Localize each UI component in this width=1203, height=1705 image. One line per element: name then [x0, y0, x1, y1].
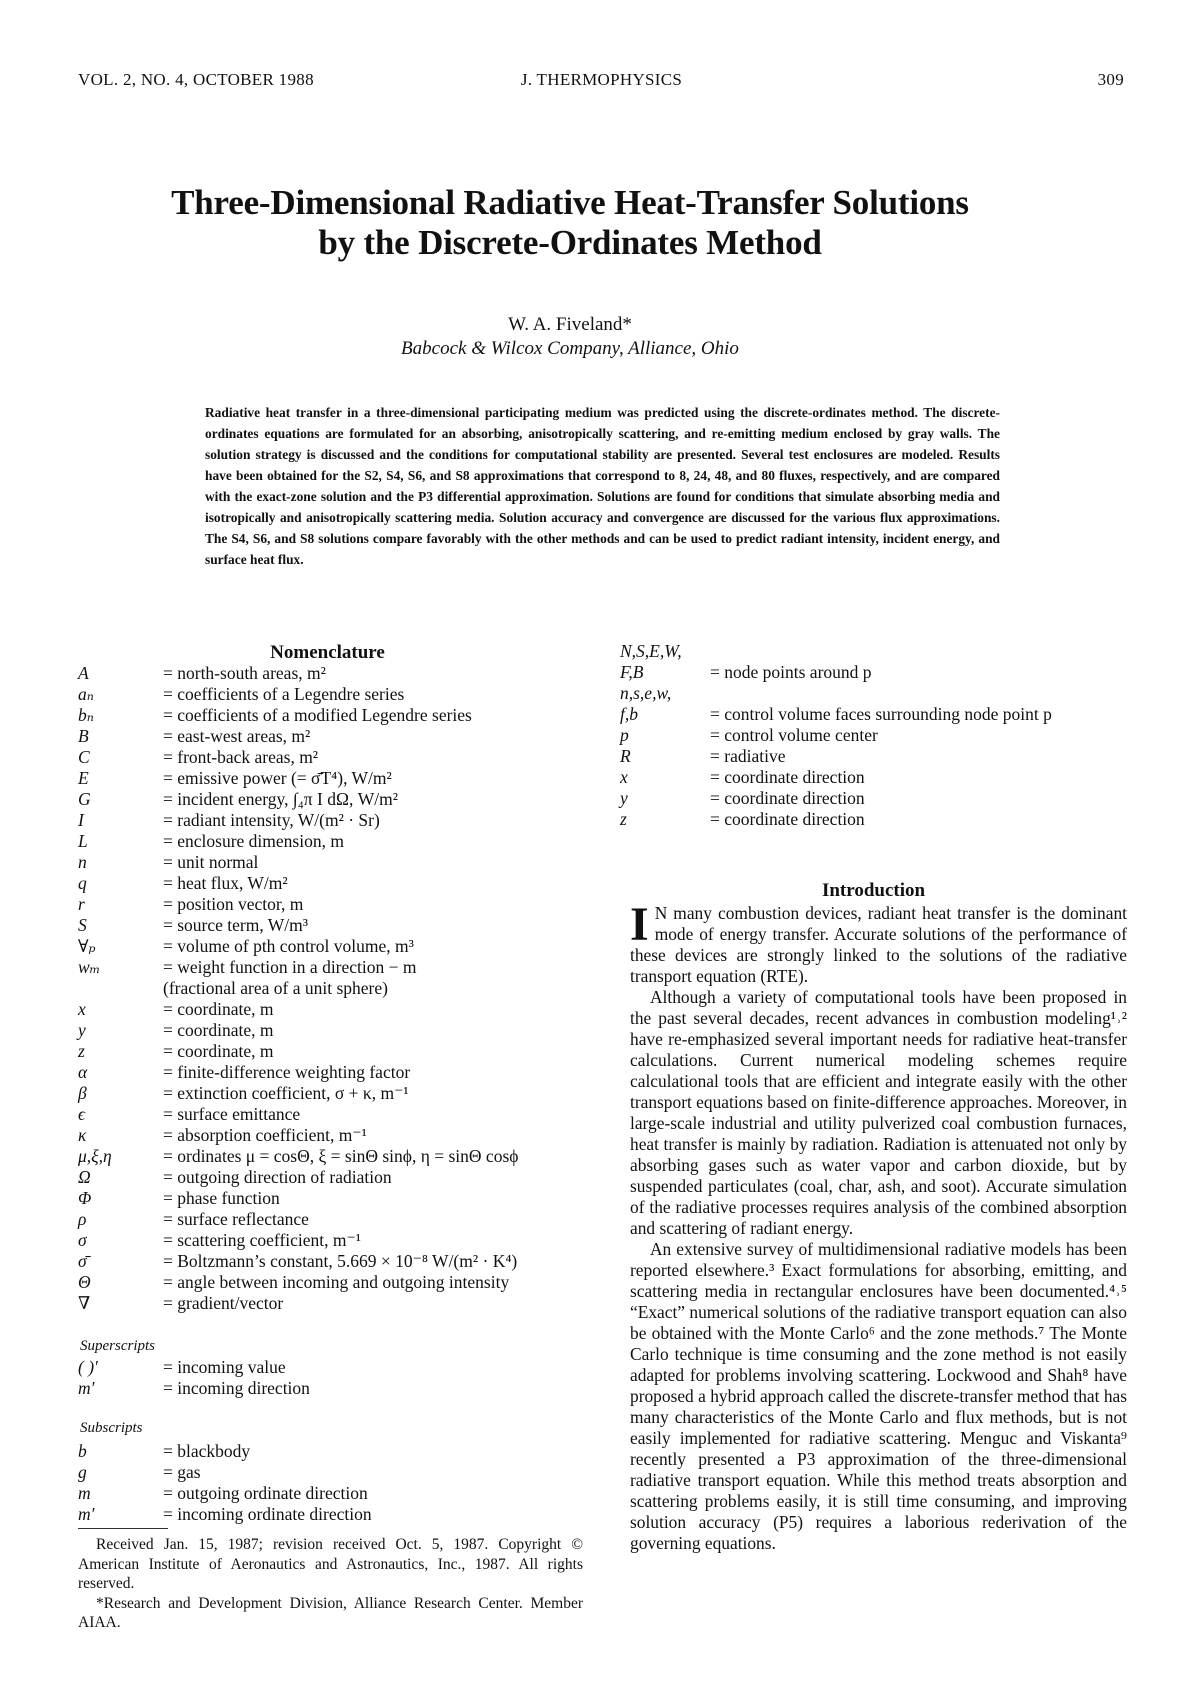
nomenclature-row — [620, 725, 1052, 746]
nomenclature-definition: = outgoing ordinate direction — [163, 1483, 368, 1503]
nomenclature-row — [78, 1062, 518, 1083]
nomenclature-row — [78, 1167, 518, 1188]
nomenclature-definition: = volume of pth control volume, m³ — [163, 936, 414, 956]
nomenclature-symbol: y — [620, 788, 628, 808]
drop-cap: I — [630, 898, 649, 951]
nomenclature-list-continued — [620, 641, 1052, 830]
nomenclature-symbol: q — [78, 873, 87, 893]
nomenclature-definition: = unit normal — [163, 852, 259, 872]
nomenclature-symbol: σ — [78, 1230, 87, 1250]
nomenclature-definition: = coordinate direction — [710, 788, 865, 808]
nomenclature-row — [78, 726, 518, 747]
page-number: 309 — [1097, 70, 1124, 89]
nomenclature-row — [78, 747, 518, 768]
nomenclature-definition: (fractional area of a unit sphere) — [163, 978, 388, 998]
nomenclature-definition: = scattering coefficient, m⁻¹ — [163, 1230, 361, 1250]
nomenclature-definition: = coefficients of a modified Legendre series — [163, 705, 472, 725]
nomenclature-symbol: N,S,E,W, — [620, 641, 682, 661]
journal-volume-info: VOL. 2, NO. 4, OCTOBER 1988 — [78, 70, 314, 89]
nomenclature-symbol: g — [78, 1462, 87, 1482]
nomenclature-row — [78, 831, 518, 852]
nomenclature-symbol: bₙ — [78, 705, 94, 725]
nomenclature-definition: = phase function — [163, 1188, 280, 1208]
nomenclature-definition: = gradient/vector — [163, 1293, 284, 1313]
author: W. A. Fiveland* — [508, 314, 632, 335]
nomenclature-row — [78, 1462, 372, 1483]
nomenclature-row — [620, 788, 1052, 809]
nomenclature-definition: = coefficients of a Legendre series — [163, 684, 405, 704]
nomenclature-row — [78, 663, 518, 684]
nomenclature-definition: = source term, W/m³ — [163, 915, 309, 935]
nomenclature-definition: = surface emittance — [163, 1104, 301, 1124]
nomenclature-definition: = incoming value — [163, 1357, 286, 1377]
paper-title — [0, 183, 1140, 263]
nomenclature-row — [78, 1125, 518, 1146]
nomenclature-definition: = Boltzmann’s constant, 5.669 × 10⁻⁸ W/(m² · K⁴) — [163, 1251, 518, 1271]
nomenclature-definition: = coordinate, m — [163, 1041, 274, 1061]
nomenclature-definition: = coordinate direction — [710, 767, 865, 787]
nomenclature-symbol: E — [78, 768, 89, 788]
nomenclature-symbol: C — [78, 747, 90, 767]
nomenclature-row — [620, 767, 1052, 788]
nomenclature-definition: = incoming direction — [163, 1378, 310, 1398]
nomenclature-symbol: m′ — [78, 1378, 95, 1398]
nomenclature-definition: = coordinate, m — [163, 999, 274, 1019]
nomenclature-row — [78, 789, 518, 810]
nomenclature-symbol: ρ — [78, 1209, 87, 1229]
nomenclature-symbol: ϵ — [78, 1104, 86, 1124]
nomenclature-row — [78, 957, 518, 978]
nomenclature-row — [78, 1378, 310, 1399]
nomenclature-symbol: m — [78, 1483, 91, 1503]
nomenclature-symbol: ∀ₚ — [78, 936, 96, 956]
subscripts-list — [78, 1441, 372, 1525]
nomenclature-symbol: y — [78, 1020, 86, 1040]
nomenclature-symbol: Ω — [78, 1167, 91, 1187]
nomenclature-definition: = position vector, m — [163, 894, 304, 914]
nomenclature-symbol: L — [78, 831, 88, 851]
abstract: Radiative heat transfer in a three-dimensional participating medium was predicted using the discrete-ordinates method. The discrete-ordinates equations are formulated for an absorbing, anisotropically scattering, and re-emitting medium enclosed by gray walls. The solution strategy is discussed and the conditions for computational stability are presented. Several test enclosures are modeled. Results have been obtained for the S2, S4, S6, and S8 approximations that correspond to 8, 24, 48, and 80 fluxes, respectively, and are compared with the exact-zone solution and the P3 differential approximation. Solutions are found for conditions that simulate absorbing media and isotropically and anisotropically scattering media. Solution accuracy and convergence are discussed for the various flux approximations. The S4, S6, and S8 solutions compare favorably with the other methods and can be used to predict radiant intensity, incident energy, and surface heat flux. — [205, 405, 1000, 567]
journal-name: J. THERMOPHYSICS — [520, 70, 683, 89]
nomenclature-symbol: ( )′ — [78, 1357, 98, 1377]
nomenclature-symbol: Θ — [78, 1272, 91, 1292]
nomenclature-symbol: r — [78, 894, 85, 914]
paper-title-line-1: Three-Dimensional Radiative Heat-Transfer Solutions — [171, 183, 969, 222]
intro-paragraph-text: N many combustion devices, radiant heat transfer is the dominant mode of energy transfer. Accurate solutions of the performance of these devices are strongly linked to the solutions of the radiative transport equation (RTE). — [630, 903, 1127, 986]
nomenclature-row — [78, 684, 518, 705]
nomenclature-symbol: μ,ξ,η — [78, 1146, 112, 1166]
nomenclature-symbol: ∇ — [78, 1293, 91, 1313]
nomenclature-symbol: z — [78, 1041, 85, 1061]
nomenclature-definition: = node points around p — [710, 662, 872, 682]
nomenclature-row — [78, 978, 518, 999]
nomenclature-row — [78, 999, 518, 1020]
nomenclature-symbol: σ̄ — [78, 1251, 87, 1271]
nomenclature-row — [78, 873, 518, 894]
nomenclature-definition: = angle between incoming and outgoing intensity — [163, 1272, 510, 1292]
nomenclature-symbol: n,s,e,w, — [620, 683, 672, 703]
nomenclature-definition: = coordinate, m — [163, 1020, 274, 1040]
intro-paragraph: Although a variety of computational tools have been proposed in the past several decades, recent advances in combustion modeling¹˒² have re-emphasized several important needs for radiative heat-transfer calculations. Current numerical modeling schemes require calculational tools that are efficient and integrate easily with the other transport equations based on finite-difference approaches. Moreover, in large-scale industrial and utility pulverized coal combustion furnaces, heat transfer is mainly by radiation. Radiation is attenuated not only by absorbing gases such as water vapor and carbon dioxide, but by suspended particulates (coal, char, ash, and soot). Accurate simulation of the radiative processes requires analysis of the combined absorption and scattering of radiant energy. — [630, 987, 1127, 1238]
nomenclature-row — [78, 1041, 518, 1062]
nomenclature-definition: = radiative — [710, 746, 786, 766]
affiliation: Babcock & Wilcox Company, Alliance, Ohio — [401, 338, 739, 359]
nomenclature-symbol: b — [78, 1441, 87, 1461]
nomenclature-definition: = surface reflectance — [163, 1209, 309, 1229]
nomenclature-row — [78, 1251, 518, 1272]
nomenclature-row — [620, 641, 1052, 662]
nomenclature-symbol: β — [78, 1083, 87, 1103]
nomenclature-symbol: m′ — [78, 1504, 95, 1524]
nomenclature-symbol: κ — [78, 1125, 87, 1145]
nomenclature-definition: = weight function in a direction − m — [163, 957, 417, 977]
subscripts-title: Subscripts — [80, 1420, 143, 1436]
nomenclature-symbol: wₘ — [78, 957, 101, 977]
nomenclature-definition: = heat flux, W/m² — [163, 873, 288, 893]
nomenclature-row — [78, 1146, 518, 1167]
nomenclature-symbol: n — [78, 852, 87, 872]
nomenclature-row — [78, 852, 518, 873]
nomenclature-symbol: A — [78, 663, 89, 683]
nomenclature-definition: = gas — [163, 1462, 201, 1482]
nomenclature-row — [78, 1441, 372, 1462]
nomenclature-row — [620, 662, 1052, 683]
nomenclature-list — [78, 663, 518, 1314]
nomenclature-definition: = east-west areas, m² — [163, 726, 311, 746]
nomenclature-title: Nomenclature — [270, 642, 385, 663]
nomenclature-definition: = north-south areas, m² — [163, 663, 326, 683]
nomenclature-definition: = enclosure dimension, m — [163, 831, 344, 851]
nomenclature-row — [78, 915, 518, 936]
nomenclature-symbol: S — [78, 915, 87, 935]
nomenclature-definition: = finite-difference weighting factor — [163, 1062, 411, 1082]
footnotes — [78, 1535, 583, 1633]
nomenclature-symbol: G — [78, 789, 91, 809]
nomenclature-definition: = extinction coefficient, σ + κ, m⁻¹ — [163, 1083, 409, 1103]
nomenclature-definition: = incident energy, ∫₄π I dΩ, W/m² — [163, 789, 398, 809]
nomenclature-symbol: x — [620, 767, 628, 787]
nomenclature-row — [78, 1483, 372, 1504]
nomenclature-symbol: Φ — [78, 1188, 92, 1208]
nomenclature-row — [620, 746, 1052, 767]
nomenclature-symbol: α — [78, 1062, 88, 1082]
nomenclature-row — [78, 1504, 372, 1525]
introduction-title: Introduction — [821, 880, 926, 901]
nomenclature-symbol: I — [78, 810, 84, 830]
nomenclature-row — [78, 1188, 518, 1209]
nomenclature-definition: = incoming ordinate direction — [163, 1504, 372, 1524]
nomenclature-row — [78, 1083, 518, 1104]
nomenclature-symbol: p — [620, 725, 629, 745]
nomenclature-symbol: aₙ — [78, 684, 94, 704]
nomenclature-row — [78, 936, 518, 957]
footnote-divider — [78, 1528, 168, 1529]
superscripts-list — [78, 1357, 310, 1399]
nomenclature-definition: = absorption coefficient, m⁻¹ — [163, 1125, 367, 1145]
nomenclature-symbol: F,B — [620, 662, 644, 682]
nomenclature-symbol: f,b — [620, 704, 638, 724]
superscripts-title: Superscripts — [80, 1338, 155, 1354]
nomenclature-definition: = coordinate direction — [710, 809, 865, 829]
nomenclature-row — [78, 1209, 518, 1230]
nomenclature-row — [78, 894, 518, 915]
nomenclature-row — [620, 683, 1052, 704]
nomenclature-row — [78, 810, 518, 831]
nomenclature-symbol: B — [78, 726, 89, 746]
nomenclature-row — [78, 705, 518, 726]
nomenclature-symbol: z — [620, 809, 627, 829]
nomenclature-row — [78, 1020, 518, 1041]
footnote-author: *Research and Development Division, Alliance Research Center. Member AIAA. — [78, 1594, 583, 1631]
nomenclature-definition: = blackbody — [163, 1441, 251, 1461]
nomenclature-row — [78, 1293, 518, 1314]
intro-paragraph: An extensive survey of multidimensional radiative models has been reported elsewhere.³ Exact formulations for absorbing, emitting, and scattering media in rectangular enclosures have been documented.⁴˒⁵ “Exact” numerical solutions of the radiative transport equation can also be obtained with the Monte Carlo⁶ and the zone methods.⁷ The Monte Carlo technique is time consuming and the zone method is not easily adapted for problems involving scattering. Lockwood and Shah⁸ have proposed a hybrid approach called the discrete-transfer method that has many characteristics of the Monte Carlo and flux methods, but is not easily implemented for radiative scattering. Menguc and Viskanta⁹ recently presented a P3 approximation of the three-dimensional radiative transport equation. While this method treats absorption and scattering problems easily, it is still time consuming, and improving solution accuracy (P5) requires a laborious rederivation of the governing equations. — [630, 1239, 1127, 1553]
intro-paragraph — [630, 898, 1127, 987]
nomenclature-definition: = control volume faces surrounding node point p — [710, 704, 1052, 724]
nomenclature-definition: = front-back areas, m² — [163, 747, 319, 767]
nomenclature-row — [78, 1272, 518, 1293]
nomenclature-row — [620, 704, 1052, 725]
nomenclature-symbol: R — [620, 746, 631, 766]
nomenclature-row — [620, 809, 1052, 830]
nomenclature-definition: = emissive power (= σ̄T⁴), W/m² — [163, 768, 392, 788]
nomenclature-row — [78, 1357, 310, 1378]
nomenclature-symbol: x — [78, 999, 86, 1019]
nomenclature-symbol — [78, 978, 163, 999]
nomenclature-definition: = outgoing direction of radiation — [163, 1167, 392, 1187]
paper-title-line-2: by the Discrete-Ordinates Method — [318, 223, 822, 262]
nomenclature-row — [78, 768, 518, 789]
nomenclature-definition: = radiant intensity, W/(m² · Sr) — [163, 810, 380, 830]
introduction-body — [630, 898, 1127, 1554]
nomenclature-definition: = ordinates μ = cosΘ, ξ = sinΘ sinϕ, η = sinΘ cosϕ — [163, 1146, 519, 1166]
nomenclature-definition: = control volume center — [710, 725, 878, 745]
footnote-received: Received Jan. 15, 1987; revision received Oct. 5, 1987. Copyright © American Institute of Aeronautics and Astronautics, Inc., 1987. All rights reserved. — [78, 1536, 583, 1592]
nomenclature-row — [78, 1104, 518, 1125]
nomenclature-row — [78, 1230, 518, 1251]
